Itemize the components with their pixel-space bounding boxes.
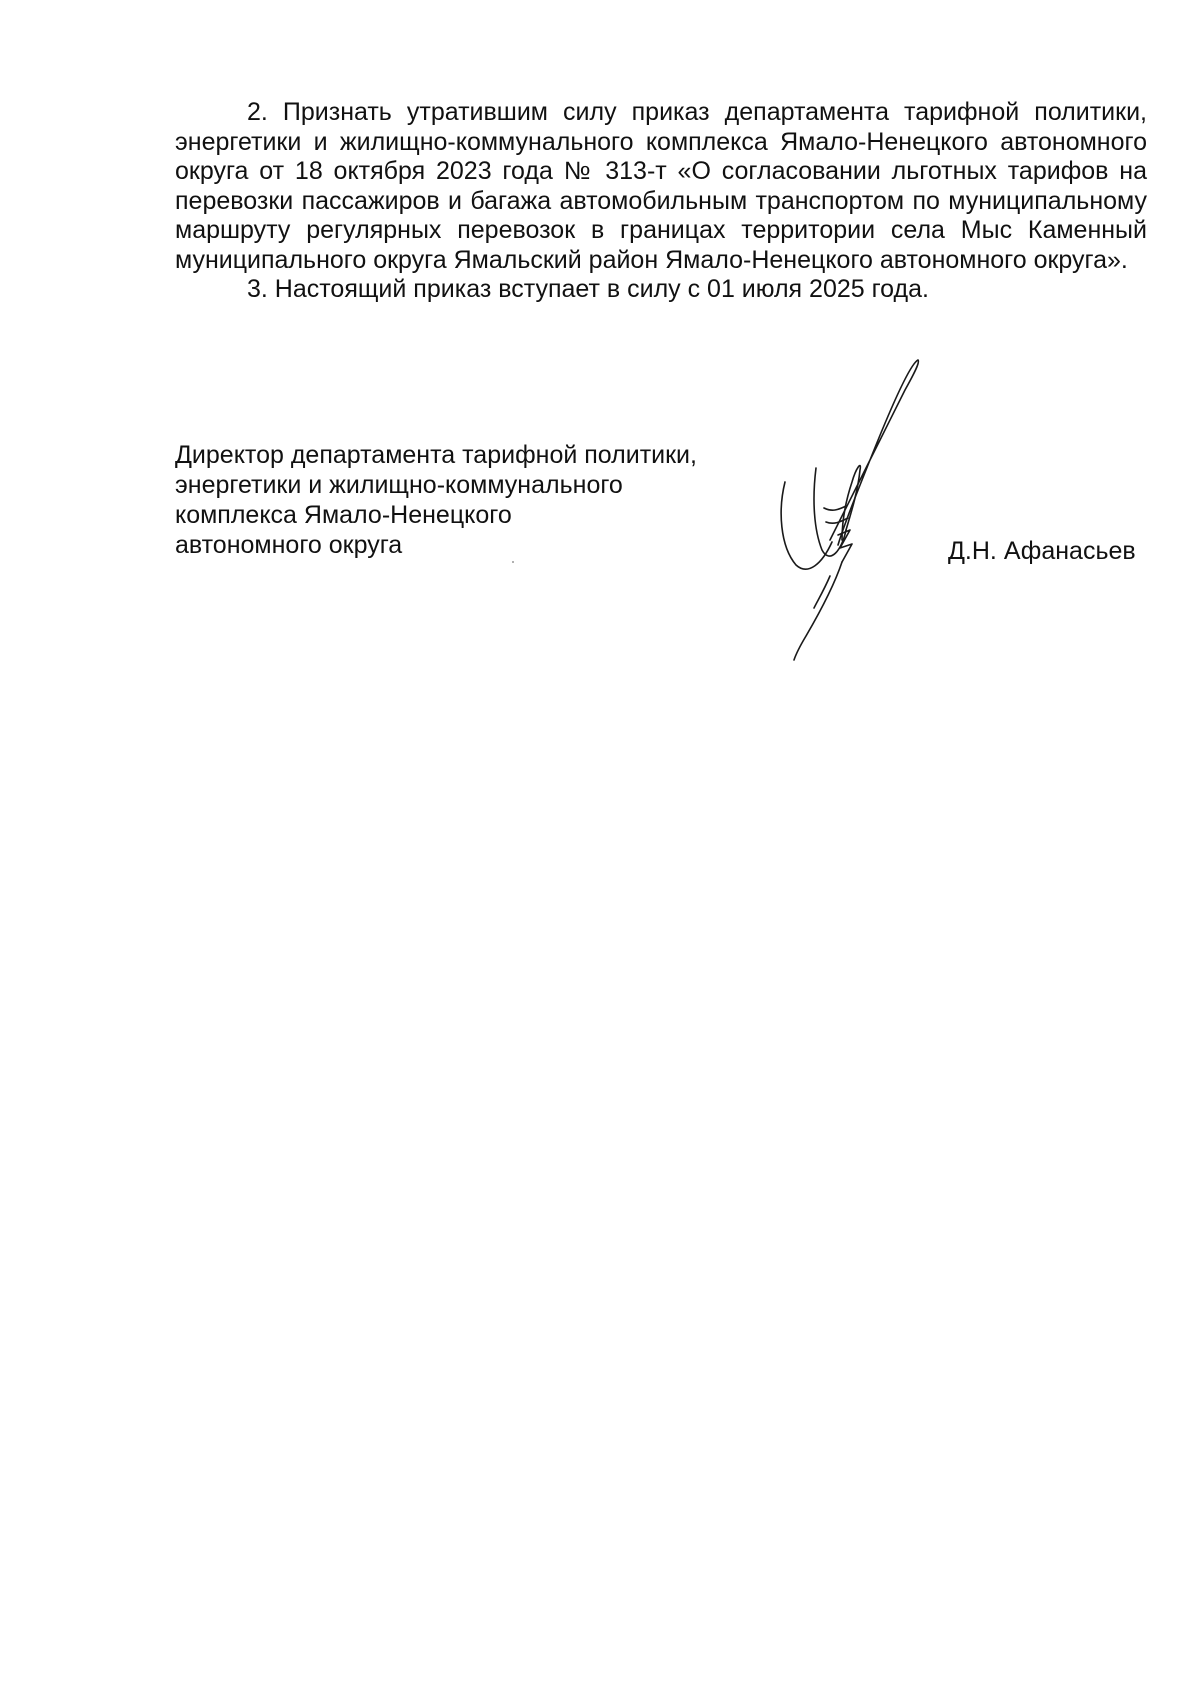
paragraph-3: 3. Настоящий приказ вступает в силу с 01 июля 2025 года. [247, 275, 929, 303]
position-line-2: энергетики и жилищно-коммунального [175, 471, 623, 499]
handwritten-signature [760, 350, 960, 670]
signatory-position [175, 440, 775, 560]
paragraph-2: 2. Признать утратившим силу приказ департамента тарифной политики, энергетики и жилищно-коммунального комплекса Ямало-Ненецкого автономного округа от 18 октября 2023 года № 313-т «О согласовании льготных тарифов на перевозки пассажиров и багажа автомобильным транспортом по муниципальному маршруту регулярных перевозок в границах территории села Мыс Каменный муниципального округа Ямальский район Ямало-Ненецкого автономного округа». [175, 98, 1147, 274]
scan-speck [512, 561, 514, 563]
document-body [175, 98, 1147, 305]
position-line-3: комплекса Ямало-Ненецкого [175, 501, 512, 529]
position-line-4: автономного округа [175, 531, 403, 559]
signatory-name: Д.Н. Афанасьев [948, 537, 1136, 565]
position-line-1: Директор департамента тарифной политики, [175, 441, 697, 469]
